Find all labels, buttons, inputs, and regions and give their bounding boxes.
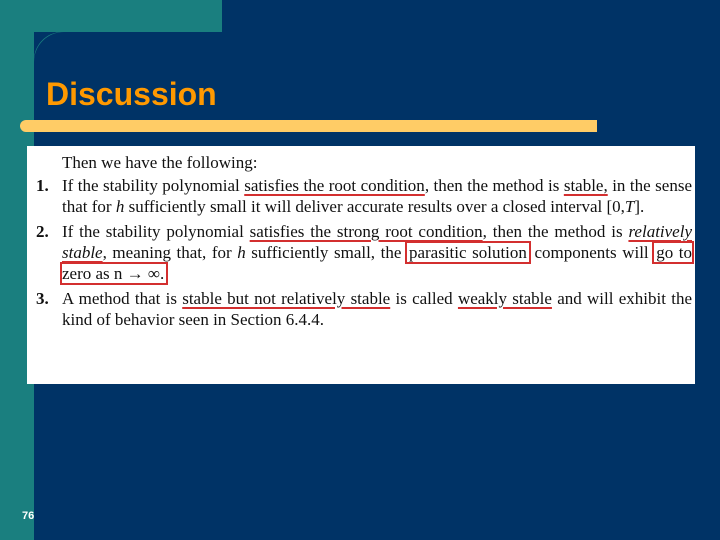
list-item xyxy=(34,288,692,330)
underlined-phrase: weakly stable xyxy=(457,289,552,308)
text-block xyxy=(34,146,692,330)
underlined-phrase: stable, xyxy=(563,176,608,195)
item-text: ]. xyxy=(634,197,645,216)
item-text: If the stability polynomial xyxy=(62,176,245,195)
title-underline-rule xyxy=(20,120,597,132)
item-text: in the sense that for xyxy=(62,176,692,216)
boxed-phrase: parasitic solution xyxy=(408,243,527,262)
underlined-phrase: relatively stable xyxy=(62,222,692,262)
item-number: 2. xyxy=(36,222,49,241)
list-item xyxy=(34,221,692,284)
math-var-T: T xyxy=(624,197,635,216)
top-accent-bar xyxy=(0,0,222,32)
intro-text: Then we have the following: xyxy=(62,153,258,172)
item-number: 3. xyxy=(36,289,49,308)
underlined-phrase: satisfies the root condition xyxy=(244,176,425,195)
corner-curve xyxy=(34,32,64,62)
item-text: is called xyxy=(390,289,458,308)
item-text: sufficiently small, the xyxy=(245,243,407,262)
boxed-phrase: go to zero as n → ∞. xyxy=(62,243,692,283)
item-text: , then the method is xyxy=(424,176,564,195)
item-number: 1. xyxy=(36,176,49,195)
item-text: If the stability polynomial xyxy=(62,222,250,241)
item-text: and will exhibit the kind of behavior seen in Section 6.4.4. xyxy=(62,289,692,329)
underlined-phrase: satisfies the strong root condition xyxy=(249,222,483,241)
math-var-h: h xyxy=(115,197,125,216)
math-var-h: h xyxy=(237,243,246,262)
item-text: A method that is xyxy=(62,289,183,308)
item-list xyxy=(34,175,692,330)
slide-number: 76 xyxy=(22,510,35,522)
item-text: sufficiently small it will deliver accurate results over a closed interval [0, xyxy=(124,197,625,216)
underlined-phrase: stable but not relatively stable xyxy=(182,289,391,308)
list-item xyxy=(34,175,692,217)
slide-title: Discussion xyxy=(46,76,217,112)
item-text: , meaning that, for xyxy=(102,243,238,262)
content-panel xyxy=(27,146,695,384)
item-text: components will xyxy=(528,243,655,262)
item-text: , then the method is xyxy=(482,222,629,241)
